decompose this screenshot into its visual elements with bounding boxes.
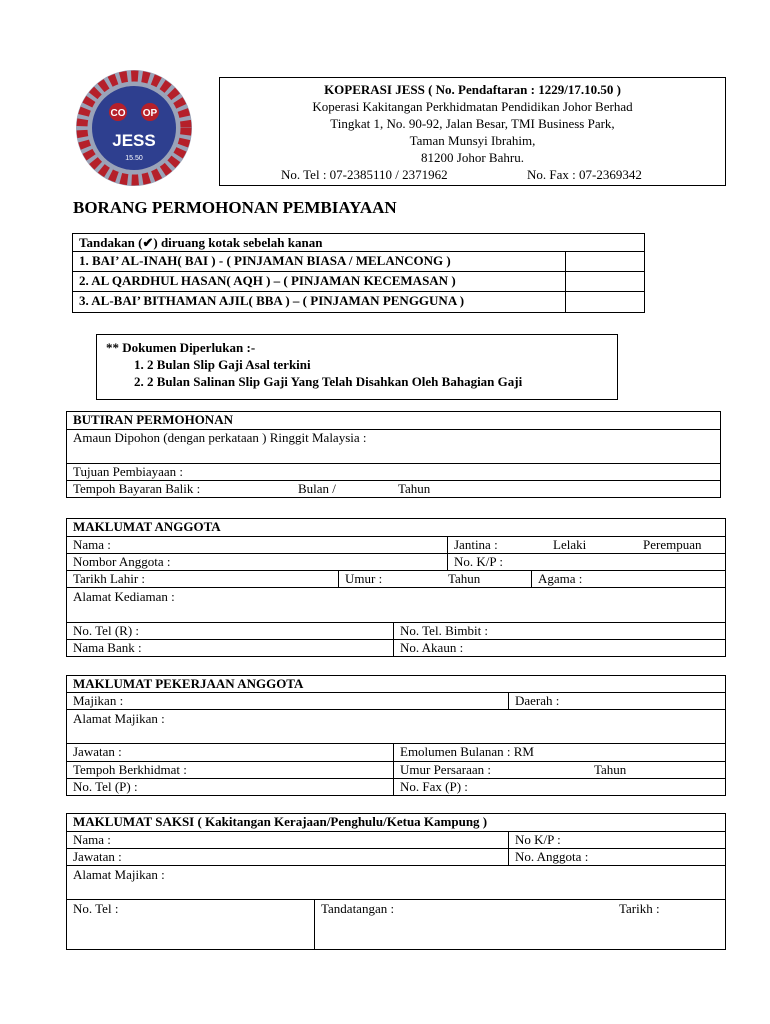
anggota-tel-r: No. Tel (R) : bbox=[73, 623, 140, 638]
saksi-alamat: Alamat Majikan : bbox=[73, 867, 165, 882]
saksi-anggota: No. Anggota : bbox=[515, 849, 589, 864]
pekerjaan-jawatan: Jawatan : bbox=[73, 744, 122, 759]
anggota-nama: Nama : bbox=[73, 537, 111, 552]
checkbox-bai[interactable] bbox=[566, 252, 644, 271]
options-instruction: Tandakan (✔) diruang kotak sebelah kanan bbox=[79, 235, 323, 250]
pekerjaan-tahun: Tahun bbox=[594, 762, 627, 777]
pekerjaan-daerah: Daerah : bbox=[515, 693, 560, 708]
koperasi-jess-logo bbox=[72, 66, 196, 190]
address-line-3: 81200 Johor Bahru. bbox=[421, 150, 524, 165]
saksi-tandatangan: Tandatangan : bbox=[321, 901, 395, 916]
address-line-1: Tingkat 1, No. 90-92, Jalan Besar, TMI Business Park, bbox=[330, 116, 615, 131]
anggota-alamat: Alamat Kediaman : bbox=[73, 589, 175, 604]
anggota-lelaki[interactable]: Lelaki bbox=[553, 537, 587, 552]
anggota-title: MAKLUMAT ANGGOTA bbox=[73, 519, 221, 534]
pekerjaan-fax-p: No. Fax (P) : bbox=[400, 779, 468, 794]
anggota-jantina: Jantina : bbox=[454, 537, 498, 552]
anggota-perempuan[interactable]: Perempuan bbox=[643, 537, 702, 552]
checkbox-aqh[interactable] bbox=[566, 272, 644, 291]
period-tahun: Tahun bbox=[398, 481, 431, 496]
logo-text-num: 15.50 bbox=[125, 155, 143, 162]
pekerjaan-alamat: Alamat Majikan : bbox=[73, 711, 165, 726]
anggota-akaun: No. Akaun : bbox=[400, 640, 464, 655]
header-fax: No. Fax : 07-2369342 bbox=[527, 167, 642, 182]
anggota-bimbit: No. Tel. Bimbit : bbox=[400, 623, 489, 638]
header-tel: No. Tel : 07-2385110 / 2371962 bbox=[281, 167, 448, 182]
anggota-nombor: Nombor Anggota : bbox=[73, 554, 171, 569]
pekerjaan-title: MAKLUMAT PEKERJAAN ANGGOTA bbox=[73, 676, 304, 691]
saksi-nama: Nama : bbox=[73, 832, 111, 847]
option-bba: 3. AL-BAI’ BITHAMAN AJIL( BBA ) – ( PINJAMAN PENGGUNA ) bbox=[79, 293, 465, 308]
pekerjaan-tempoh: Tempoh Berkhidmat : bbox=[73, 762, 187, 777]
anggota-umur: Umur : bbox=[345, 571, 383, 586]
org-full: Koperasi Kakitangan Perkhidmatan Pendidikan Johor Berhad bbox=[312, 99, 633, 114]
purpose-label: Tujuan Pembiayaan : bbox=[73, 464, 184, 479]
address-line-2: Taman Munsyi Ibrahim, bbox=[409, 133, 536, 148]
saksi-jawatan: Jawatan : bbox=[73, 849, 122, 864]
logo-text-co: CO bbox=[110, 108, 126, 119]
period-bulan: Bulan / bbox=[298, 481, 336, 496]
saksi-tarikh: Tarikh : bbox=[619, 901, 660, 916]
form-title: BORANG PERMOHONAN PEMBIAYAAN bbox=[73, 198, 397, 217]
pekerjaan-persaraan: Umur Persaraan : bbox=[400, 762, 491, 777]
pekerjaan-tel-p: No. Tel (P) : bbox=[73, 779, 138, 794]
pekerjaan-majikan: Majikan : bbox=[73, 693, 124, 708]
butiran-title: BUTIRAN PERMOHONAN bbox=[73, 412, 233, 427]
anggota-agama: Agama : bbox=[538, 571, 583, 586]
logo-text-op: OP bbox=[142, 108, 158, 119]
saksi-tel: No. Tel : bbox=[73, 901, 119, 916]
document-item-1: 1. 2 Bulan Slip Gaji Asal terkini bbox=[134, 357, 311, 372]
amount-label: Amaun Dipohon (dengan perkataan ) Ringgit Malaysia : bbox=[73, 430, 367, 445]
anggota-lahir: Tarikh Lahir : bbox=[73, 571, 146, 586]
anggota-kp: No. K/P : bbox=[454, 554, 503, 569]
saksi-kp: No K/P : bbox=[515, 832, 561, 847]
checkbox-bba[interactable] bbox=[566, 292, 644, 312]
saksi-title: MAKLUMAT SAKSI ( Kakitangan Kerajaan/Penghulu/Ketua Kampung ) bbox=[73, 814, 488, 829]
option-aqh: 2. AL QARDHUL HASAN( AQH ) – ( PINJAMAN KECEMASAN ) bbox=[79, 273, 456, 288]
amount-field[interactable] bbox=[67, 446, 720, 462]
logo-text-jess: JESS bbox=[112, 131, 156, 150]
org-line: KOPERASI JESS ( No. Pendaftaran : 1229/17.10.50 ) bbox=[324, 82, 621, 97]
saksi-section bbox=[66, 813, 726, 950]
period-label: Tempoh Bayaran Balik : bbox=[73, 481, 201, 496]
document-item-2: 2. 2 Bulan Salinan Slip Gaji Yang Telah Disahkan Oleh Bahagian Gaji bbox=[134, 374, 523, 389]
option-bai: 1. BAI’ AL-INAH( BAI ) - ( PINJAMAN BIASA / MELANCONG ) bbox=[79, 253, 451, 268]
anggota-tahun: Tahun bbox=[448, 571, 481, 586]
documents-title: ** Dokumen Diperlukan :- bbox=[106, 340, 256, 355]
pekerjaan-emolumen: Emolumen Bulanan : RM bbox=[400, 744, 534, 759]
anggota-bank: Nama Bank : bbox=[73, 640, 142, 655]
